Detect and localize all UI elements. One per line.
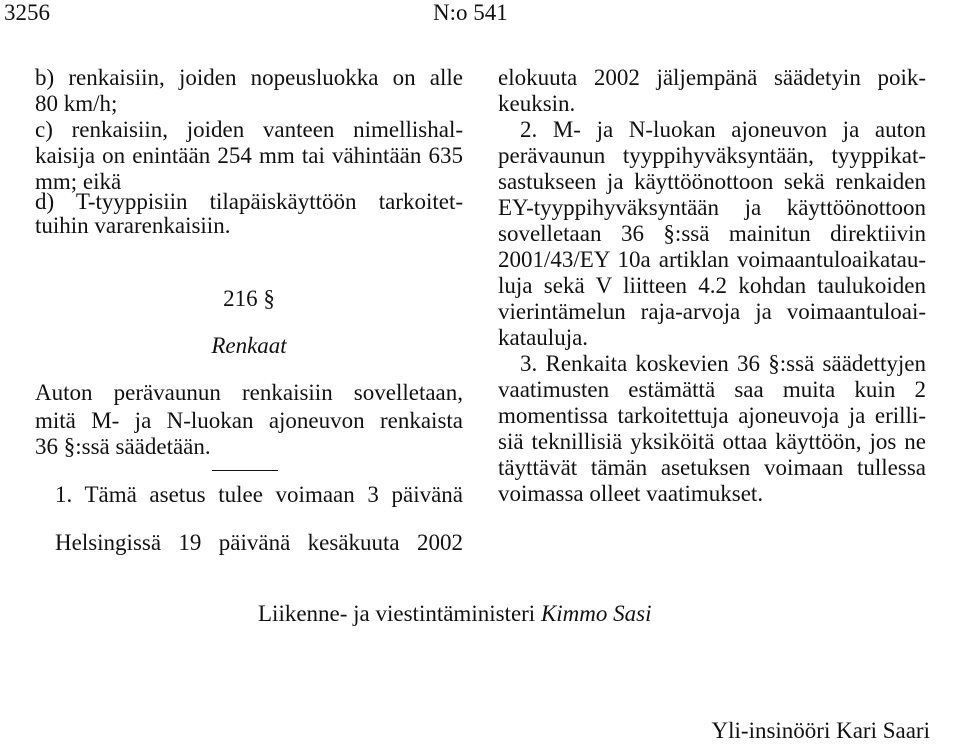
enactment-line: 1. Tämä asetus tulee voimaan 3 päivänä: [55, 482, 463, 507]
body-line: elokuuta 2002 jäljempänä säädetyin poik-: [498, 65, 926, 90]
body-line: täyttävät tämän asetuksen voimaan tullessa: [498, 455, 926, 480]
body-line: voimassa olleet vaatimukset.: [498, 481, 764, 506]
minister-title: Liikenne- ja viestintäministeri: [258, 601, 536, 626]
body-line: 3. Renkaita koskevien 36 §:ssä säädettyjen: [520, 351, 926, 376]
body-line: sastukseen ja käyttöönottoon sekä renkaiden: [498, 169, 926, 194]
body-line: 2. M- ja N-luokan ajoneuvon ja auton: [520, 117, 926, 142]
minister-name: Kimmo Sasi: [540, 601, 652, 626]
page-number: 3256: [4, 0, 50, 25]
body-line: katauluja.: [498, 325, 589, 350]
body-line: vaatimusten estämättä saa muita kuin 2: [498, 377, 926, 402]
list-item: tuihin vararenkaisiin.: [35, 213, 231, 238]
list-item: kaisija on enintään 254 mm tai vähintään 635: [35, 143, 463, 168]
section-text-line: mitä M- ja N-luokan ajoneuvon renkaista: [35, 408, 463, 433]
body-line: EY-tyyppihyväksyntään ja käyttöönottoon: [498, 195, 926, 220]
body-line: perävaunun tyyppihyväksyntään, tyyppikat-: [498, 143, 926, 168]
body-line: vierintämelun raja-arvoja ja voimaantuloai-: [498, 299, 926, 324]
body-line: sovelletaan 36 §:ssä mainitun direktiivin: [498, 221, 926, 246]
official-signature: Yli-insinööri Kari Saari: [711, 718, 930, 743]
body-line: 2001/43/EY 10a artiklan voimaantuloaikatau-: [498, 247, 926, 272]
body-line: luja sekä V liitteen 4.2 kohdan taulukoiden: [498, 273, 926, 298]
signature-line: [258, 601, 652, 627]
section-text-line: 36 §:ssä säädetään.: [35, 434, 211, 459]
issue-number: N:o 541: [433, 0, 508, 25]
list-item: c) renkaisiin, joiden vanteen nimellishal-: [35, 117, 463, 142]
list-item: b) renkaisiin, joiden nopeusluokka on alle: [35, 65, 463, 90]
place-date: Helsingissä 19 päivänä kesäkuuta 2002: [55, 530, 463, 555]
section-title: Renkaat: [211, 333, 287, 358]
list-item: d) T-tyyppisiin tilapäiskäyttöön tarkoitet-: [35, 189, 463, 214]
section-number: 216 §: [223, 286, 275, 311]
list-item: mm; eikä: [35, 169, 122, 194]
body-line: keuksin.: [498, 91, 576, 116]
section-text-line: Auton perävaunun renkaisiin sovelletaan,: [35, 380, 463, 405]
body-line: momentissa tarkoitettuja ajoneuvoja ja erilli-: [498, 403, 926, 428]
body-line: siä teknillisiä yksiköitä ottaa käyttöön, jos ne: [498, 429, 926, 454]
list-item: 80 km/h;: [35, 91, 118, 116]
divider: [212, 470, 278, 471]
